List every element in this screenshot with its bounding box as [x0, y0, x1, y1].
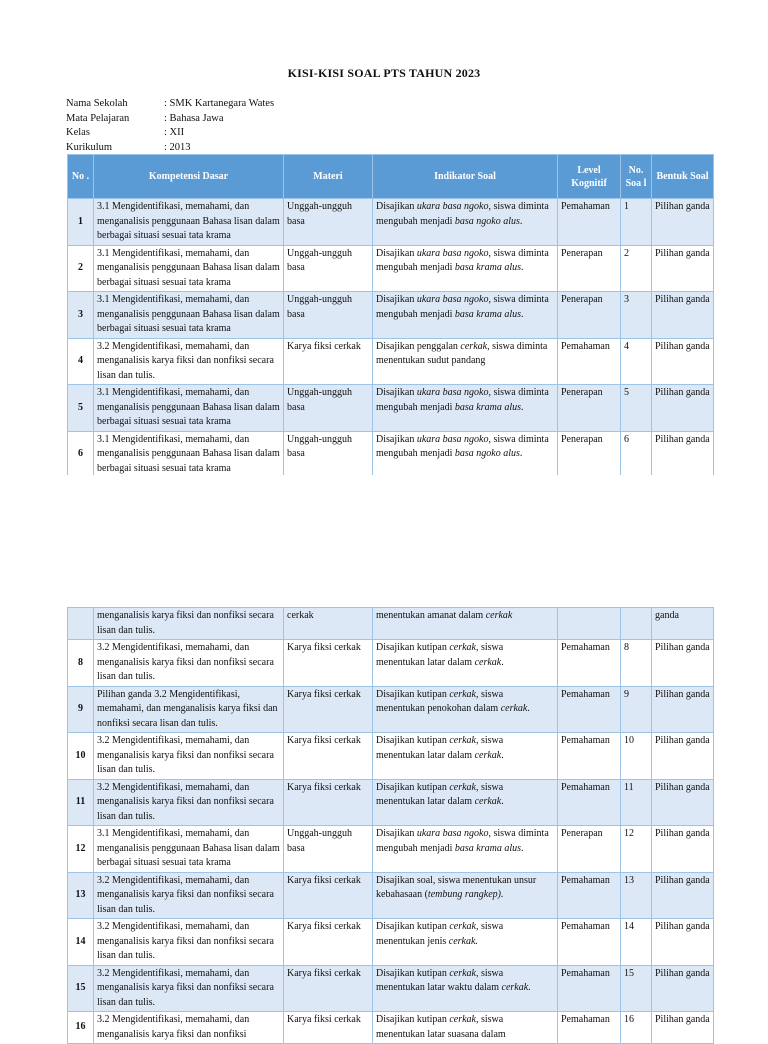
cell-level-kognitif: Pemahaman: [558, 1012, 621, 1044]
indikator-part: , siswa menentukan latar waktu dalam: [376, 967, 504, 993]
meta-row-subject: [66, 112, 274, 127]
indikator-part: , siswa diminta mengubah menjadi: [376, 294, 549, 320]
cell-no: 16: [68, 1012, 94, 1044]
bentuk-soal-text: Pilihan ganda: [655, 921, 710, 932]
meta-label: Kelas: [66, 127, 90, 138]
indikator-text: [376, 293, 554, 322]
indikator-part: Disajikan kutipan: [376, 1014, 450, 1025]
meta-label: Mata Pelajaran: [66, 112, 130, 124]
cell-kompetensi-dasar: [94, 826, 284, 873]
materi-text: Unggah-ungguh basa: [287, 433, 352, 459]
kompetensi-dasar-text: menganalisis karya fiksi dan nonfiksi secara lisan dan tulis.: [97, 610, 274, 636]
cell-level-kognitif: Pemahaman: [558, 965, 621, 1012]
indikator-part: Disajikan: [376, 828, 417, 839]
indikator-text: [376, 200, 554, 229]
cell-materi: [284, 1012, 373, 1044]
indikator-italic: ukara basa ngoko: [416, 294, 489, 305]
indikator-italic: ukara basa ngoko: [416, 433, 489, 445]
indikator-part: .: [501, 749, 504, 761]
cell-no: 14: [68, 919, 94, 966]
cell-indikator-soal: [373, 292, 558, 339]
cell-no-soal: 9: [621, 686, 652, 733]
cell-no-soal: 16: [621, 1012, 652, 1044]
kompetensi-dasar-text: 3.2 Mengidentifikasi, memahami, dan menganalisis karya fiksi dan nonfiksi secara lisan dan tulis.: [97, 340, 274, 381]
cell-bentuk-soal: [652, 826, 714, 873]
cell-materi: [284, 733, 373, 780]
bentuk-soal-text: Pilihan ganda: [655, 642, 710, 653]
cell-no-soal: 11: [621, 779, 652, 826]
indikator-part: , siswa menentukan latar dalam: [376, 642, 504, 668]
cell-no-soal: 3: [621, 292, 652, 339]
cell-no-soal: 6: [621, 431, 652, 478]
cell-no: 3: [68, 292, 94, 339]
header-materi: Materi: [284, 155, 373, 199]
indikator-text: [376, 967, 554, 996]
cell-no: 8: [68, 640, 94, 687]
cell-kompetensi-dasar: [94, 640, 284, 687]
school-info: [66, 97, 274, 155]
kisi-kisi-table-page-2: [67, 607, 714, 1044]
cell-level-kognitif: [558, 608, 621, 640]
indikator-text: [376, 609, 554, 624]
indikator-text: [376, 827, 554, 856]
header-no: No .: [68, 155, 94, 199]
indikator-italic: ukara basa ngoko: [416, 828, 489, 839]
table-row: [68, 872, 714, 919]
indikator-italic: cerkak: [449, 642, 476, 653]
indikator-italic: cerkak: [500, 703, 528, 714]
indikator-part: , siswa menentukan penokohan dalam: [376, 688, 504, 714]
header-bentuk-soal: Bentuk Soal: [652, 155, 714, 199]
cell-bentuk-soal: [652, 199, 714, 246]
cell-level-kognitif: Penerapan: [558, 431, 621, 478]
indikator-text: [376, 688, 554, 717]
cell-bentuk-soal: [652, 338, 714, 385]
cell-no: 6: [68, 431, 94, 478]
table-row: [68, 385, 714, 432]
cell-no-soal: 15: [621, 965, 652, 1012]
materi-text: Karya fiksi cerkak: [287, 688, 361, 700]
meta-label: Nama Sekolah: [66, 98, 128, 109]
kompetensi-dasar-text: 3.2 Mengidentifikasi, memahami, dan menganalisis karya fiksi dan nonfiksi secara lisan dan tulis.: [97, 967, 274, 1008]
indikator-italic: cerkak: [474, 656, 502, 668]
indikator-part: Disajikan kutipan: [376, 781, 450, 793]
cell-bentuk-soal: [652, 431, 714, 478]
table-row: [68, 338, 714, 385]
header-no-soal: No. Soa l: [621, 155, 652, 199]
cell-indikator-soal: [373, 872, 558, 919]
indikator-part: menentukan amanat dalam: [376, 610, 486, 621]
bentuk-soal-text: Pilihan ganda: [655, 1014, 710, 1025]
cell-level-kognitif: Pemahaman: [558, 640, 621, 687]
cell-bentuk-soal: [652, 733, 714, 780]
cell-kompetensi-dasar: [94, 919, 284, 966]
cell-kompetensi-dasar: [94, 779, 284, 826]
materi-text: cerkak: [287, 610, 314, 621]
cell-no-soal: 1: [621, 199, 652, 246]
cell-bentuk-soal: [652, 640, 714, 687]
table-row: [68, 965, 714, 1012]
materi-text: Karya fiksi cerkak: [287, 967, 361, 979]
cell-level-kognitif: Pemahaman: [558, 779, 621, 826]
bentuk-soal-text: Pilihan ganda: [655, 828, 710, 839]
indikator-italic: cerkak: [474, 749, 502, 761]
table-row: [68, 245, 714, 292]
cell-no: 15: [68, 965, 94, 1012]
materi-text: Karya fiksi cerkak: [287, 1014, 361, 1025]
meta-row-curriculum: [66, 141, 274, 156]
cell-no: [68, 608, 94, 640]
indikator-part: .: [521, 262, 524, 273]
materi-text: Unggah-ungguh basa: [287, 201, 352, 227]
cell-materi: [284, 686, 373, 733]
indikator-italic: basa krama alus: [454, 842, 521, 854]
indikator-italic: cerkak: [474, 796, 502, 807]
indikator-part: .: [501, 796, 504, 807]
cell-no: 2: [68, 245, 94, 292]
kisi-kisi-table-page-1: [67, 154, 714, 493]
bentuk-soal-text: Pilihan ganda: [655, 433, 710, 445]
indikator-part: Disajikan kutipan: [376, 967, 450, 979]
cell-no: 9: [68, 686, 94, 733]
indikator-italic: cerkak: [449, 688, 476, 700]
indikator-italic: cerkak: [460, 340, 488, 352]
materi-text: Unggah-ungguh basa: [287, 247, 352, 273]
indikator-italic: ukara basa ngoko: [416, 387, 489, 398]
indikator-italic: cerkak: [449, 1014, 476, 1025]
kompetensi-dasar-text: 3.1 Mengidentifikasi, memahami, dan menganalisis penggunaan Bahasa lisan dalam berbagai situasi sesuai tata krama: [97, 387, 280, 427]
cell-kompetensi-dasar: [94, 292, 284, 339]
indikator-italic: basa krama alus: [454, 401, 521, 413]
cell-kompetensi-dasar: [94, 338, 284, 385]
cell-level-kognitif: Penerapan: [558, 292, 621, 339]
indikator-italic: cerkak: [449, 921, 476, 932]
cell-no-soal: 4: [621, 338, 652, 385]
cell-indikator-soal: [373, 199, 558, 246]
header-kompetensi-dasar: Kompetensi Dasar: [94, 155, 284, 199]
indikator-part: .: [527, 703, 530, 714]
table-row: [68, 919, 714, 966]
cell-no-soal: 5: [621, 385, 652, 432]
indikator-part: , siswa menentukan latar dalam: [376, 735, 504, 761]
cell-bentuk-soal: [652, 385, 714, 432]
cell-indikator-soal: [373, 733, 558, 780]
cell-bentuk-soal: [652, 292, 714, 339]
cell-indikator-soal: [373, 965, 558, 1012]
cell-bentuk-soal: [652, 608, 714, 640]
header-level-kognitif: Level Kognitif: [558, 155, 621, 199]
bentuk-soal-text: Pilihan ganda: [655, 874, 710, 886]
meta-value: : 2013: [164, 141, 191, 153]
meta-row-class: [66, 126, 274, 141]
indikator-text: [376, 433, 554, 462]
cell-materi: [284, 872, 373, 919]
materi-text: Karya fiksi cerkak: [287, 340, 361, 352]
kompetensi-dasar-text: 3.1 Mengidentifikasi, memahami, dan menganalisis penggunaan Bahasa lisan dalam berbagai situasi sesuai tata krama: [97, 247, 280, 288]
cell-indikator-soal: [373, 385, 558, 432]
cell-no-soal: [621, 608, 652, 640]
cell-kompetensi-dasar: [94, 965, 284, 1012]
cell-materi: [284, 919, 373, 966]
cell-no-soal: 12: [621, 826, 652, 873]
kompetensi-dasar-text: 3.2 Mengidentifikasi, memahami, dan menganalisis karya fiksi dan nonfiksi secara lisan dan tulis.: [97, 921, 274, 961]
table-row: [68, 608, 714, 640]
cell-materi: [284, 431, 373, 478]
table-row: [68, 733, 714, 780]
indikator-italic: cerkak: [449, 781, 476, 793]
indikator-italic: basa krama alus: [454, 308, 521, 320]
kompetensi-dasar-text: 3.1 Mengidentifikasi, memahami, dan menganalisis penggunaan Bahasa lisan dalam berbagai situasi sesuai tata krama: [97, 294, 280, 334]
indikator-text: [376, 1013, 554, 1042]
bentuk-soal-text: Pilihan ganda: [655, 201, 710, 212]
kompetensi-dasar-text: 3.1 Mengidentifikasi, memahami, dan menganalisis penggunaan Bahasa lisan dalam berbagai situasi sesuai tata krama: [97, 433, 280, 474]
cell-level-kognitif: Pemahaman: [558, 338, 621, 385]
cell-bentuk-soal: [652, 686, 714, 733]
page-break-gap: [0, 475, 768, 607]
indikator-part: Disajikan kutipan: [376, 688, 450, 700]
materi-text: Unggah-ungguh basa: [287, 387, 352, 413]
cell-no: 5: [68, 385, 94, 432]
table-row: [68, 1012, 714, 1044]
cell-materi: [284, 779, 373, 826]
cell-indikator-soal: [373, 338, 558, 385]
cell-indikator-soal: [373, 686, 558, 733]
indikator-part: , siswa diminta mengubah menjadi: [376, 828, 549, 854]
indikator-part: .: [521, 308, 524, 320]
cell-kompetensi-dasar: [94, 733, 284, 780]
table-row: [68, 431, 714, 478]
kompetensi-dasar-text: Pilihan ganda 3.2 Mengidentifikasi, memahami, dan menganalisis karya fiksi dan nonfiksi secara lisan dan tulis.: [97, 688, 278, 729]
cell-bentuk-soal: [652, 965, 714, 1012]
bentuk-soal-text: Pilihan ganda: [655, 247, 710, 259]
cell-bentuk-soal: [652, 919, 714, 966]
table-row: [68, 686, 714, 733]
cell-materi: [284, 338, 373, 385]
indikator-part: Disajikan kutipan: [376, 921, 450, 932]
bentuk-soal-text: Pilihan ganda: [655, 967, 710, 979]
indikator-part: Disajikan: [376, 294, 417, 305]
materi-text: Karya fiksi cerkak: [287, 781, 361, 793]
materi-text: Karya fiksi cerkak: [287, 921, 361, 932]
indikator-part: Disajikan kutipan: [376, 735, 450, 746]
cell-indikator-soal: [373, 431, 558, 478]
materi-text: Karya fiksi cerkak: [287, 642, 361, 653]
meta-value: : SMK Kartanegara Wates: [164, 98, 275, 109]
kompetensi-dasar-text: 3.2 Mengidentifikasi, memahami, dan menganalisis karya fiksi dan nonfiksi secara lisan dan tulis.: [97, 735, 274, 775]
cell-no-soal: 8: [621, 640, 652, 687]
indikator-part: .: [528, 982, 531, 993]
materi-text: Karya fiksi cerkak: [287, 874, 361, 886]
indikator-part: , siswa menentukan jenis: [376, 921, 504, 947]
indikator-part: .: [501, 656, 504, 668]
cell-indikator-soal: [373, 919, 558, 966]
meta-value: : Bahasa Jawa: [164, 112, 224, 124]
cell-materi: [284, 245, 373, 292]
indikator-part: , siswa diminta menentukan sudut pandang: [376, 340, 548, 366]
cell-no: 4: [68, 338, 94, 385]
kompetensi-dasar-text: 3.1 Mengidentifikasi, memahami, dan menganalisis penggunaan Bahasa lisan dalam berbagai situasi sesuai tata krama: [97, 828, 280, 868]
cell-no-soal: 14: [621, 919, 652, 966]
table-row: [68, 640, 714, 687]
indikator-italic: basa ngoko alus: [454, 215, 520, 227]
cell-level-kognitif: Pemahaman: [558, 919, 621, 966]
cell-indikator-soal: [373, 640, 558, 687]
cell-level-kognitif: Penerapan: [558, 385, 621, 432]
cell-no: 11: [68, 779, 94, 826]
cell-kompetensi-dasar: [94, 199, 284, 246]
kompetensi-dasar-text: 3.2 Mengidentifikasi, memahami, dan menganalisis karya fiksi dan nonfiksi: [97, 1014, 250, 1040]
indikator-text: [376, 247, 554, 276]
cell-no: 1: [68, 199, 94, 246]
indikator-italic: basa krama alus: [454, 262, 521, 273]
indikator-text: [376, 874, 554, 903]
bentuk-soal-text: Pilihan ganda: [655, 688, 710, 700]
indikator-text: [376, 386, 554, 415]
indikator-part: Disajikan: [376, 433, 417, 445]
cell-no-soal: 2: [621, 245, 652, 292]
kompetensi-dasar-text: 3.2 Mengidentifikasi, memahami, dan menganalisis karya fiksi dan nonfiksi secara lisan dan tulis.: [97, 874, 274, 915]
cell-level-kognitif: Penerapan: [558, 826, 621, 873]
indikator-italic: cerkak: [485, 610, 513, 621]
indikator-text: [376, 734, 554, 763]
indikator-text: [376, 641, 554, 670]
cell-materi: [284, 965, 373, 1012]
cell-materi: [284, 199, 373, 246]
cell-materi: [284, 608, 373, 640]
cell-level-kognitif: Pemahaman: [558, 872, 621, 919]
indikator-part: .: [521, 401, 524, 413]
indikator-part: Disajikan kutipan: [376, 642, 450, 653]
indikator-part: , siswa menentukan latar dalam: [376, 781, 504, 807]
cell-level-kognitif: Pemahaman: [558, 733, 621, 780]
cell-materi: [284, 640, 373, 687]
indikator-italic: cerkak: [449, 967, 476, 979]
bentuk-soal-text: ganda: [655, 610, 679, 621]
indikator-part: Disajikan: [376, 201, 417, 212]
cell-indikator-soal: [373, 826, 558, 873]
indikator-italic: ukara basa ngoko: [416, 201, 489, 212]
cell-kompetensi-dasar: [94, 686, 284, 733]
bentuk-soal-text: Pilihan ganda: [655, 781, 710, 793]
indikator-italic: cerkak: [501, 982, 529, 993]
cell-level-kognitif: Pemahaman: [558, 686, 621, 733]
cell-indikator-soal: [373, 779, 558, 826]
cell-bentuk-soal: [652, 1012, 714, 1044]
meta-row-school: [66, 97, 274, 112]
table-row: [68, 292, 714, 339]
cell-kompetensi-dasar: [94, 1012, 284, 1044]
cell-indikator-soal: [373, 1012, 558, 1044]
indikator-part: , siswa diminta mengubah menjadi: [376, 387, 549, 413]
indikator-italic: basa ngoko alus: [454, 448, 520, 459]
indikator-text: [376, 781, 554, 810]
indikator-part: .: [519, 448, 523, 459]
indikator-italic: cerkak: [449, 735, 476, 746]
indikator-italic: cerkak.: [448, 935, 478, 947]
cell-materi: [284, 292, 373, 339]
cell-no-soal: 13: [621, 872, 652, 919]
materi-text: Unggah-ungguh basa: [287, 294, 352, 320]
indikator-text: [376, 920, 554, 949]
indikator-part: , siswa diminta mengubah menjadi: [376, 247, 549, 273]
cell-kompetensi-dasar: [94, 385, 284, 432]
cell-no: 10: [68, 733, 94, 780]
cell-no: 13: [68, 872, 94, 919]
indikator-part: .: [521, 842, 524, 854]
header-indikator-soal: Indikator Soal: [373, 155, 558, 199]
cell-kompetensi-dasar: [94, 608, 284, 640]
cell-no: 12: [68, 826, 94, 873]
cell-materi: [284, 826, 373, 873]
indikator-part: Disajikan penggalan: [376, 340, 461, 352]
cell-indikator-soal: [373, 608, 558, 640]
bentuk-soal-text: Pilihan ganda: [655, 735, 710, 746]
indikator-part: , siswa menentukan latar suasana dalam: [376, 1014, 506, 1040]
table-row: [68, 826, 714, 873]
cell-kompetensi-dasar: [94, 245, 284, 292]
indikator-part: , siswa diminta mengubah menjadi: [376, 201, 549, 227]
indikator-text: [376, 340, 554, 369]
cell-indikator-soal: [373, 245, 558, 292]
indikator-part: .: [519, 215, 523, 227]
cell-kompetensi-dasar: [94, 872, 284, 919]
cell-no-soal: 10: [621, 733, 652, 780]
materi-text: Karya fiksi cerkak: [287, 735, 361, 746]
indikator-part: Disajikan: [376, 387, 417, 398]
meta-label: Kurikulum: [66, 141, 113, 153]
meta-value: : XII: [164, 127, 185, 138]
bentuk-soal-text: Pilihan ganda: [655, 340, 710, 352]
indikator-italic: tembung rangkep).: [427, 889, 504, 900]
cell-bentuk-soal: [652, 872, 714, 919]
materi-text: Unggah-ungguh basa: [287, 828, 352, 854]
bentuk-soal-text: Pilihan ganda: [655, 294, 710, 305]
cell-bentuk-soal: [652, 245, 714, 292]
cell-level-kognitif: Pemahaman: [558, 199, 621, 246]
cell-level-kognitif: Penerapan: [558, 245, 621, 292]
table-row: [68, 199, 714, 246]
kompetensi-dasar-text: 3.1 Mengidentifikasi, memahami, dan menganalisis penggunaan Bahasa lisan dalam berbagai situasi sesuai tata krama: [97, 201, 280, 241]
bentuk-soal-text: Pilihan ganda: [655, 387, 710, 398]
document-title: KISI-KISI SOAL PTS TAHUN 2023: [287, 66, 481, 80]
indikator-part: , siswa diminta mengubah menjadi: [376, 433, 549, 459]
cell-kompetensi-dasar: [94, 431, 284, 478]
indikator-part: Disajikan: [376, 247, 417, 259]
cell-bentuk-soal: [652, 779, 714, 826]
table-row: [68, 779, 714, 826]
kompetensi-dasar-text: 3.2 Mengidentifikasi, memahami, dan menganalisis karya fiksi dan nonfiksi secara lisan dan tulis.: [97, 642, 274, 682]
indikator-italic: ukara basa ngoko: [416, 247, 489, 259]
kompetensi-dasar-text: 3.2 Mengidentifikasi, memahami, dan menganalisis karya fiksi dan nonfiksi secara lisan dan tulis.: [97, 781, 274, 822]
cell-materi: [284, 385, 373, 432]
indikator-part: Disajikan soal, siswa menentukan unsur kebahasaan (: [376, 874, 537, 900]
